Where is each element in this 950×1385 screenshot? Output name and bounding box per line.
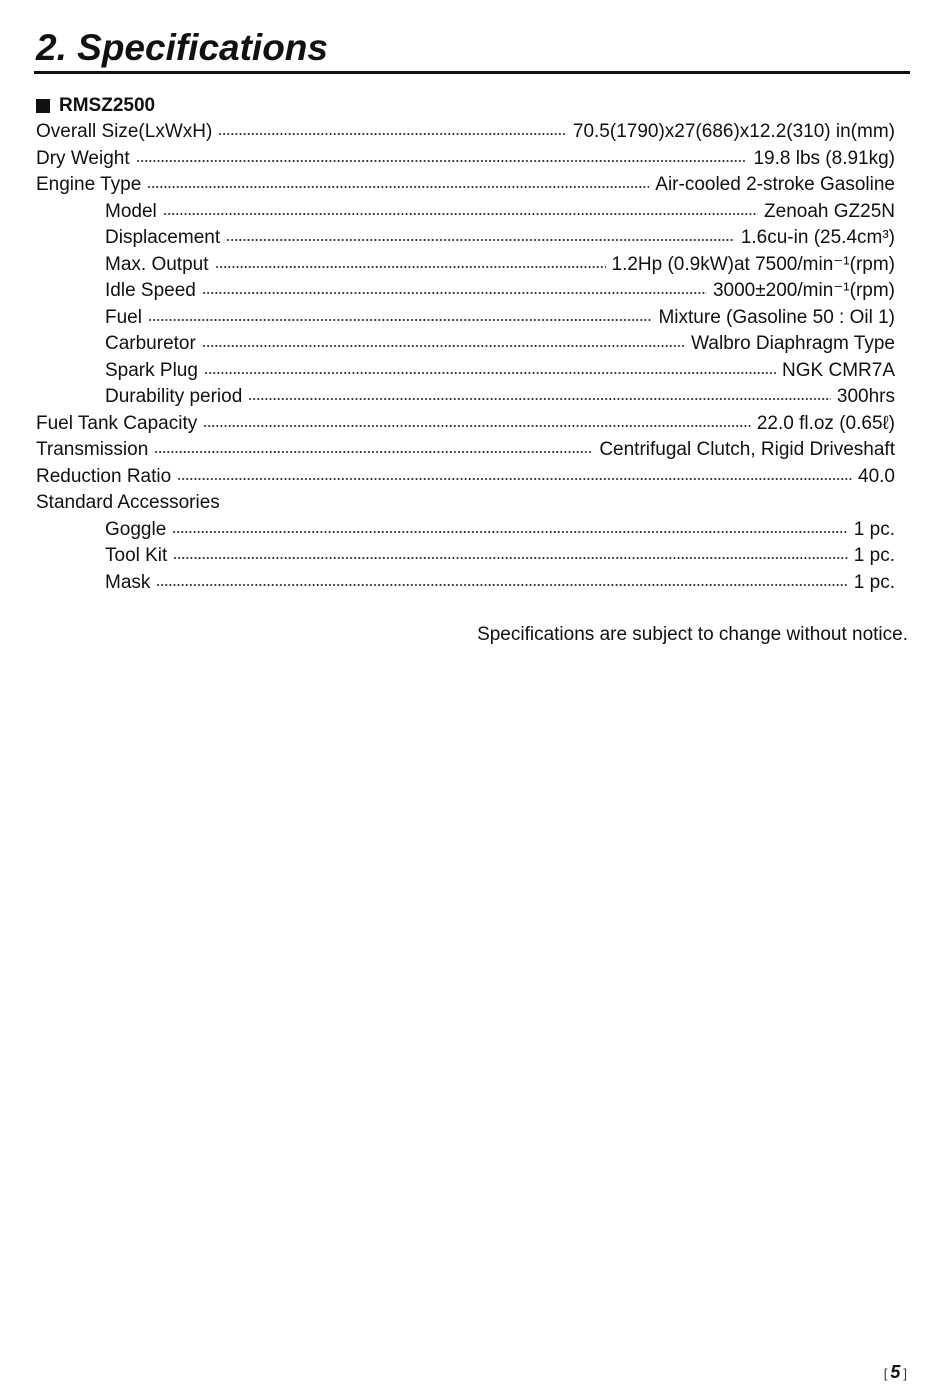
spec-label: Spark Plug [105, 359, 198, 381]
dot-leader [248, 398, 831, 400]
spec-label: Goggle [105, 518, 167, 540]
spec-label: Displacement [105, 227, 221, 249]
spec-value: 1.6cu-in (25.4cm³) [740, 227, 895, 249]
spec-label: Fuel [105, 306, 142, 328]
spec-row [36, 278, 895, 305]
spec-label: Fuel Tank Capacity [36, 412, 198, 434]
spec-label: Transmission [36, 439, 149, 461]
spec-label: Max. Output [105, 253, 209, 275]
spec-value: Air-cooled 2-stroke Gasoline [655, 174, 895, 196]
spec-label: Model [105, 200, 157, 222]
title-divider [34, 71, 910, 74]
spec-value: 1.2Hp (0.9kW)at 7500/min⁻¹(rpm) [611, 253, 895, 275]
spec-value: 19.8 lbs (8.91kg) [753, 147, 895, 169]
spec-label: Carburetor [105, 333, 196, 355]
spec-label: Dry Weight [36, 147, 130, 169]
spec-value: 70.5(1790)x27(686)x12.2(310) in(mm) [572, 121, 895, 143]
page-title: 2. Specifications [36, 27, 328, 68]
spec-label: Overall Size(LxWxH) [36, 121, 213, 143]
spec-row [36, 119, 895, 146]
spec-list [36, 119, 895, 596]
spec-label: Idle Speed [105, 280, 196, 302]
page-number-value: 5 [890, 1362, 901, 1382]
spec-row [36, 331, 895, 358]
dot-leader [148, 319, 653, 321]
spec-value: Centrifugal Clutch, Rigid Driveshaft [599, 439, 895, 461]
dot-leader [218, 133, 567, 135]
dot-leader [154, 451, 593, 453]
spec-row [36, 570, 895, 597]
spec-value: 1 pc. [853, 571, 895, 593]
spec-value: 22.0 fl.oz (0.65ℓ) [756, 412, 895, 434]
dot-leader [177, 478, 852, 480]
spec-value: 1 pc. [853, 545, 895, 567]
spec-label: Engine Type [36, 174, 142, 196]
dot-leader [156, 584, 847, 586]
model-name: RMSZ2500 [59, 95, 156, 116]
spec-label: Standard Accessories [36, 492, 220, 514]
spec-value: 300hrs [836, 386, 895, 408]
spec-row [36, 411, 895, 438]
spec-value: 3000±200/min⁻¹(rpm) [712, 280, 895, 302]
spec-row [36, 384, 895, 411]
spec-row [36, 199, 895, 226]
dot-leader [204, 372, 776, 374]
spec-row [36, 543, 895, 570]
dot-leader [226, 239, 735, 241]
disclaimer-note: Specifications are subject to change without notice. [477, 624, 908, 645]
dot-leader [136, 160, 748, 162]
spec-value: Mixture (Gasoline 50 : Oil 1) [658, 306, 895, 328]
dot-leader [163, 213, 758, 215]
spec-row [36, 225, 895, 252]
dot-leader [172, 531, 848, 533]
left-bracket-icon: [ [883, 1366, 888, 1381]
model-heading [36, 94, 155, 118]
spec-row [36, 517, 895, 544]
square-bullet-icon [36, 99, 50, 113]
spec-row [36, 172, 895, 199]
spec-value: NGK CMR7A [782, 359, 895, 381]
dot-leader [203, 425, 751, 427]
spec-label: Mask [105, 571, 151, 593]
spec-row [36, 146, 895, 173]
spec-label: Tool Kit [105, 545, 168, 567]
spec-label: Reduction Ratio [36, 465, 172, 487]
page-number [881, 1362, 910, 1383]
spec-row [36, 437, 895, 464]
dot-leader [202, 345, 685, 347]
spec-row [36, 490, 895, 517]
dot-leader [147, 186, 649, 188]
spec-value: 40.0 [858, 465, 895, 487]
right-bracket-icon: ] [903, 1366, 907, 1381]
dot-leader [202, 292, 707, 294]
spec-label: Durability period [105, 386, 243, 408]
dot-leader [215, 266, 606, 268]
spec-value: Zenoah GZ25N [764, 200, 895, 222]
dot-leader [173, 557, 847, 559]
spec-value: Walbro Diaphragm Type [691, 333, 895, 355]
spec-row [36, 305, 895, 332]
spec-value: 1 pc. [853, 518, 895, 540]
spec-row [36, 358, 895, 385]
spec-row [36, 464, 895, 491]
spec-row [36, 252, 895, 279]
